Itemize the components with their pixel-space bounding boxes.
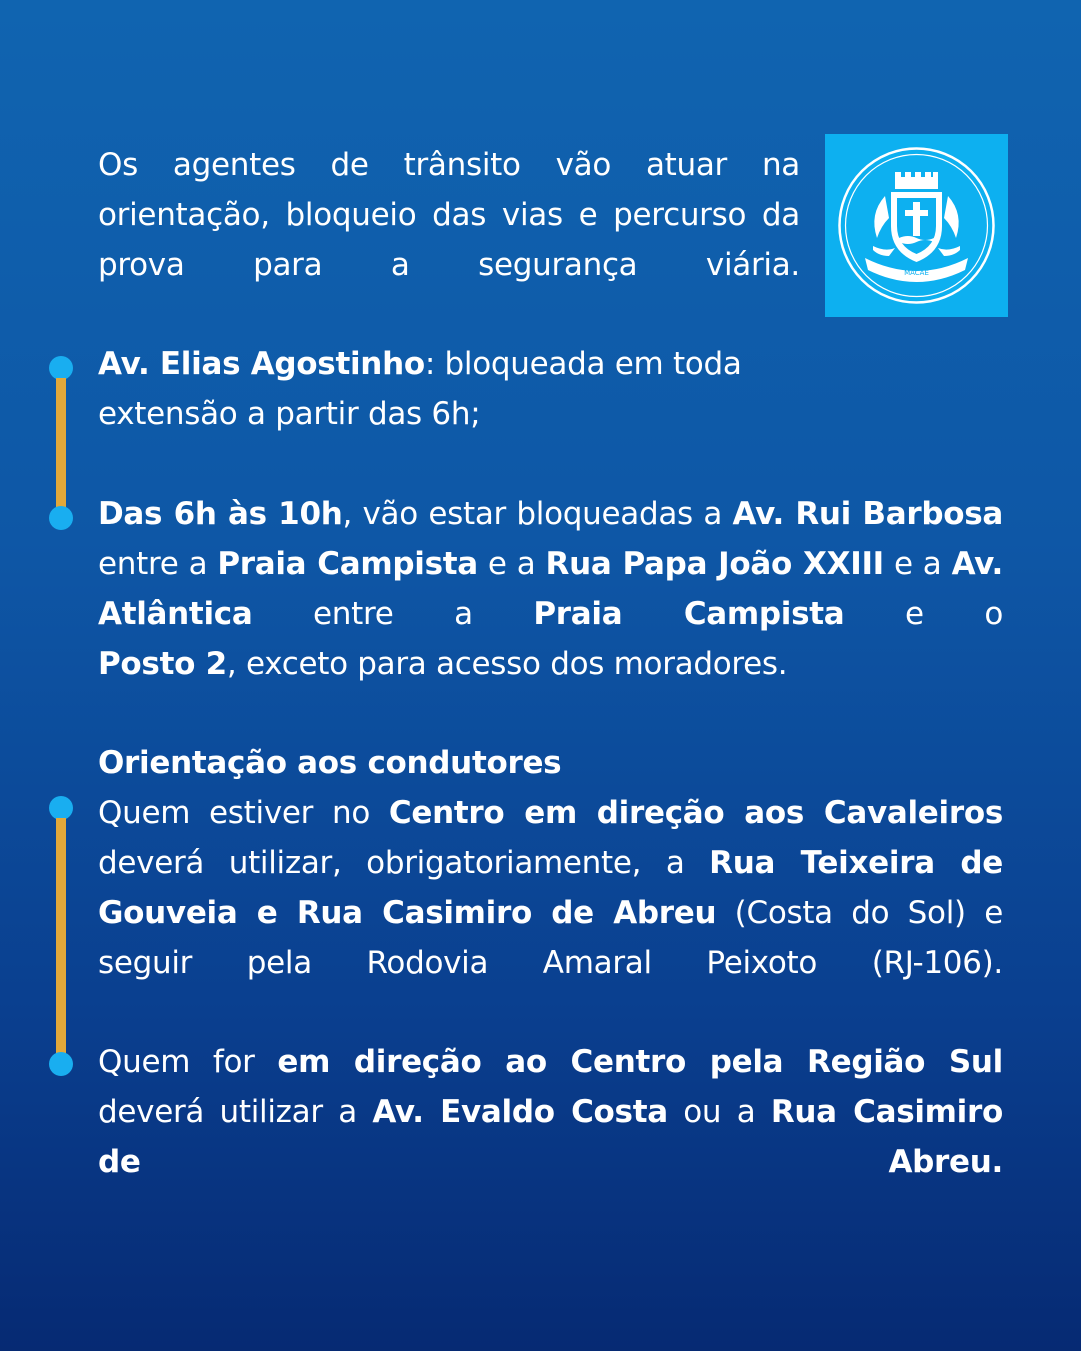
text-segment: , exceto para acesso dos moradores.: [226, 646, 788, 682]
text-segment: (Costa do Sol) e seguir pela Rodovia Amaral Peixoto (RJ-106).: [98, 895, 1003, 981]
timeline-dot-4: [49, 1052, 73, 1076]
city-seal-icon: [825, 134, 1008, 317]
text-segment: Quem estiver no: [98, 795, 389, 831]
blocked-roads-paragraph: [98, 489, 1003, 689]
orientation-section: [98, 738, 1003, 988]
text-segment: entre a: [98, 546, 218, 582]
timeline-bar-2: [56, 818, 66, 1058]
text-segment: e a: [477, 546, 546, 582]
street-casimiro-abreu: Rua Casimiro de Abreu.: [98, 1094, 1003, 1180]
elias-text: : bloqueada em toda extensão a partir das 6h;: [98, 346, 742, 432]
street-papa-joao: Rua Papa João XXIII: [545, 546, 884, 582]
text-segment: , vão estar bloqueadas a: [342, 496, 733, 532]
last-line: [98, 639, 1003, 689]
street-rui-barbosa: Av. Rui Barbosa: [732, 496, 1003, 532]
text-segment: deverá utilizar, obrigatoriamente, a: [98, 845, 710, 881]
text-segment: e o: [844, 596, 1004, 632]
time-range: Das 6h às 10h: [98, 496, 343, 532]
route-regiao-sul: em direção ao Centro pela Região Sul: [277, 1044, 1003, 1080]
timeline-dot-2: [49, 506, 73, 530]
intro-text: Os agentes de trânsito vão atuar na orientação, bloqueio das vias e percurso da prova para a segurança viária.: [98, 147, 800, 283]
orientation-title-text: Orientação aos condutores: [98, 745, 562, 781]
text-segment: deverá utilizar a: [98, 1094, 373, 1130]
text-segment: ou a: [667, 1094, 771, 1130]
text-segment: entre a: [252, 596, 534, 632]
street-evaldo-costa: Av. Evaldo Costa: [372, 1094, 668, 1130]
south-region-paragraph: [98, 1037, 1003, 1187]
orientation-title: [98, 738, 1003, 788]
timeline-bar-1: [56, 378, 66, 510]
timeline-dot-1: [49, 356, 73, 380]
posto-2: Posto 2: [98, 646, 227, 682]
street-atlantica: Av. Atlântica: [98, 546, 1004, 632]
seal-text: MACAÉ: [904, 269, 929, 277]
elias-paragraph: [98, 339, 800, 439]
elias-street: Av. Elias Agostinho: [98, 346, 425, 382]
street-teixeira-casimiro: Rua Teixeira de Gouveia e Rua Casimiro de Abreu: [98, 845, 1003, 931]
timeline-dot-3: [49, 796, 73, 820]
intro-paragraph: [98, 140, 800, 290]
text-segment: Quem for: [98, 1044, 278, 1080]
text-segment: e a: [883, 546, 952, 582]
macae-logo: [825, 134, 1008, 317]
street-praia-campista: Praia Campista: [217, 546, 478, 582]
street-praia-campista-2: Praia Campista: [533, 596, 845, 632]
route-centro-cavaleiros: Centro em direção aos Cavaleiros: [388, 795, 1003, 831]
